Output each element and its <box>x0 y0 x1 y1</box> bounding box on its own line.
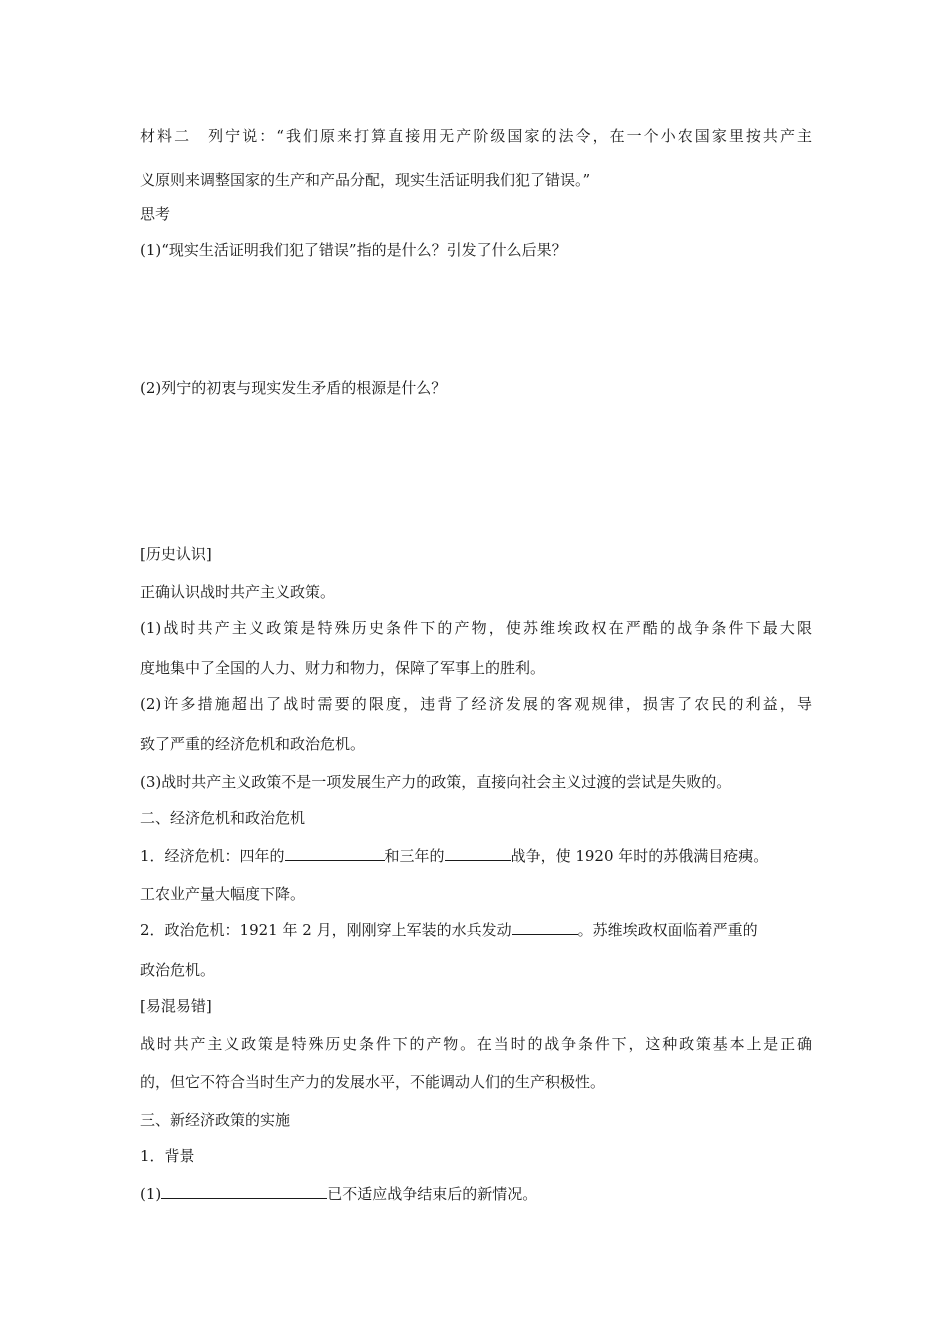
section2-item1-line2: 工农业产量大幅度下降。 <box>140 885 306 903</box>
confuse-line1: 战时共产主义政策是特殊历史条件下的产物。在当时的战争条件下，这种政策基本上是正确 <box>140 1035 812 1053</box>
fill-blank-1[interactable] <box>285 846 385 861</box>
section2-item2-text-b: 。苏维埃政权面临着严重的 <box>577 921 758 939</box>
fill-blank-4[interactable] <box>161 1184 327 1199</box>
section2-title: 二、经济危机和政治危机 <box>140 809 306 827</box>
section2-item1 <box>140 846 812 866</box>
think-question-2: (2)列宁的初衷与现实发生矛盾的根源是什么？ <box>140 379 447 397</box>
section3-sub1-text-a: (1) <box>140 1185 162 1203</box>
history-p1-line2: 度地集中了全国的人力、财力和物力，保障了军事上的胜利。 <box>140 659 546 677</box>
material2-line1: 材料二 列宁说：“我们原来打算直接用无产阶级国家的法令，在一个小农国家里按共产主 <box>140 127 812 145</box>
section3-sub1-text-b: 已不适应战争结束后的新情况。 <box>327 1185 538 1203</box>
think-label: 思考 <box>140 205 171 223</box>
section2-item2-text-a: 2．政治危机：1921 年 2 月，刚刚穿上军装的水兵发动 <box>140 921 512 939</box>
section3-item1: 1．背景 <box>140 1147 195 1165</box>
history-p2-line1: (2)许多措施超出了战时需要的限度，违背了经济发展的客观规律，损害了农民的利益，导 <box>140 695 812 713</box>
confuse-line2: 的，但它不符合当时生产力的发展水平，不能调动人们的生产积极性。 <box>140 1073 606 1091</box>
section2-item2-line2: 政治危机。 <box>140 961 216 979</box>
fill-blank-2[interactable] <box>445 846 511 861</box>
history-header: [历史认识] <box>140 545 212 563</box>
think-question-1: (1)“现实生活证明我们犯了错误”指的是什么？引发了什么后果？ <box>140 241 567 259</box>
section3-title: 三、新经济政策的实施 <box>140 1111 291 1129</box>
fill-blank-3[interactable] <box>512 920 578 935</box>
history-p3: (3)战时共产主义政策不是一项发展生产力的政策，直接向社会主义过渡的尝试是失败的。 <box>140 773 732 791</box>
section2-item2 <box>140 920 812 940</box>
history-intro: 正确认识战时共产主义政策。 <box>140 583 336 601</box>
section2-item1-text-a: 1．经济危机：四年的 <box>140 847 285 865</box>
section3-sub1 <box>140 1184 812 1204</box>
history-p1-line1: (1)战时共产主义政策是特殊历史条件下的产物，使苏维埃政权在严酷的战争条件下最大限 <box>140 619 812 637</box>
material2-line2: 义原则来调整国家的生产和产品分配，现实生活证明我们犯了错误。” <box>140 171 591 189</box>
section2-item1-text-c: 战争，使 1920 年时的苏俄满目疮痍。 <box>510 847 769 865</box>
history-p2-line2: 致了严重的经济危机和政治危机。 <box>140 735 366 753</box>
section2-item1-text-b: 和三年的 <box>384 847 445 865</box>
confuse-header: [易混易错] <box>140 997 212 1015</box>
